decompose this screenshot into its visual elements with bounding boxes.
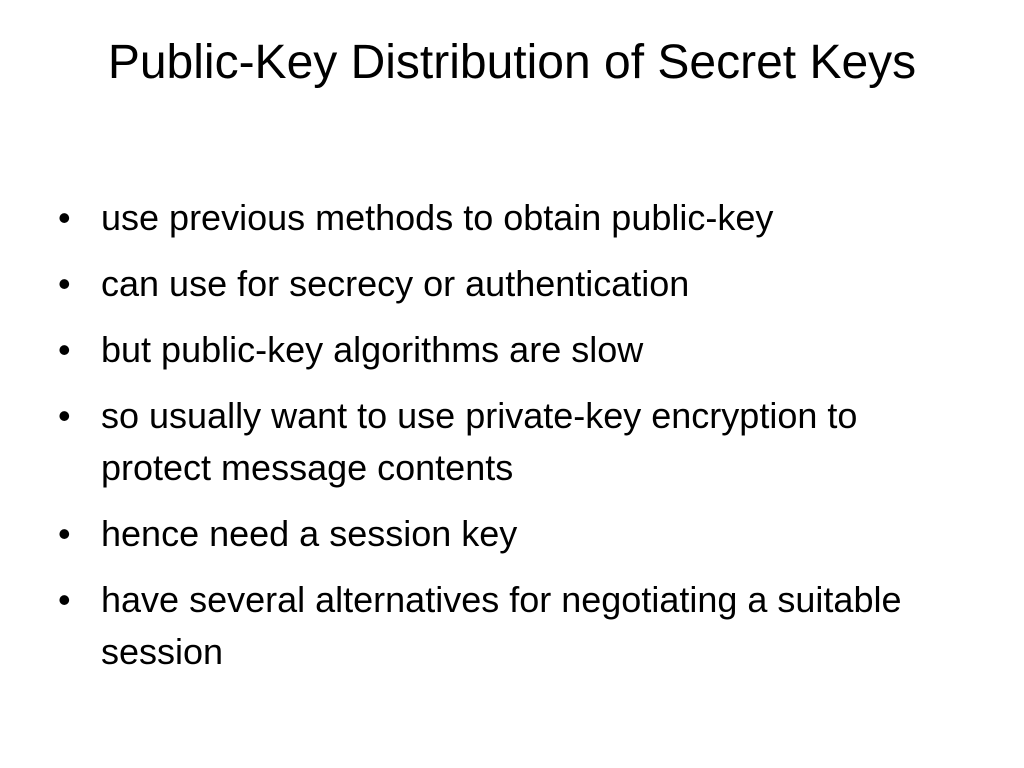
- bullet-item: [58, 258, 968, 310]
- bullet-text: can use for secrecy or authentication: [101, 263, 690, 304]
- bullet-marker: •: [58, 263, 71, 304]
- bullet-marker: •: [58, 329, 71, 370]
- bullet-text: hence need a session key: [101, 513, 518, 554]
- bullet-item: [58, 324, 968, 376]
- bullet-list: [58, 192, 968, 692]
- bullet-marker: •: [58, 579, 71, 620]
- bullet-marker: •: [58, 395, 71, 436]
- bullet-text: but public-key algorithms are slow: [101, 329, 644, 370]
- bullet-item: [58, 508, 968, 560]
- slide-title: Public-Key Distribution of Secret Keys: [107, 36, 917, 89]
- bullet-item: [58, 192, 968, 244]
- bullet-marker: •: [58, 513, 71, 554]
- bullet-marker: •: [58, 197, 71, 238]
- bullet-item: [58, 390, 968, 494]
- bullet-text: so usually want to use private-key encryption to protect message contents: [101, 395, 858, 488]
- bullet-item: [58, 574, 968, 678]
- bullet-text: use previous methods to obtain public-key: [101, 197, 774, 238]
- bullet-text: have several alternatives for negotiating a suitable session: [101, 579, 902, 672]
